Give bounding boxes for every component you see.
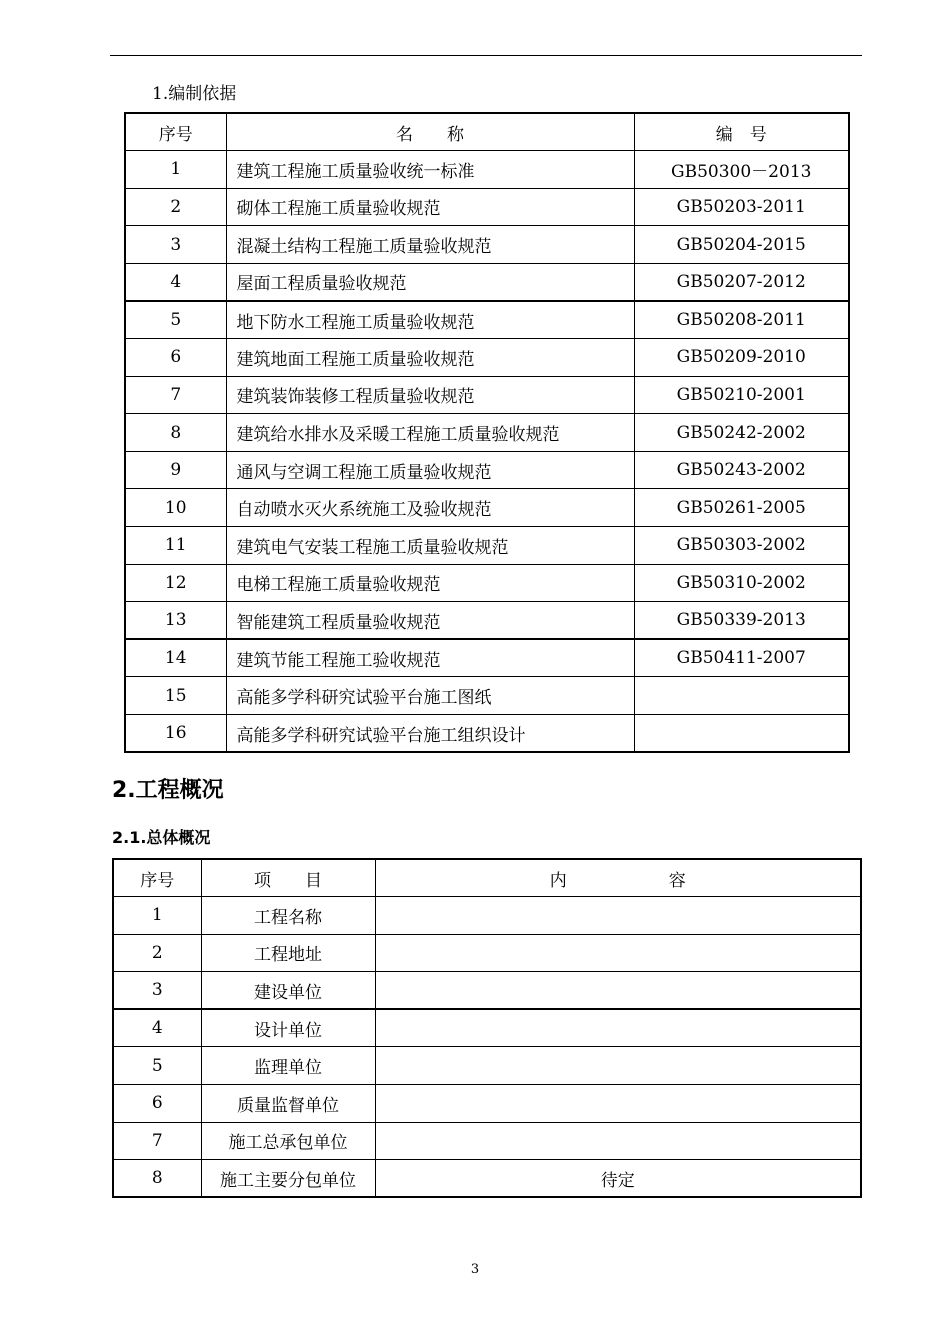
table-row — [125, 263, 849, 301]
row-no: 7 — [125, 376, 226, 414]
row-code — [634, 677, 849, 715]
row-item: 设计单位 — [201, 1009, 375, 1047]
table-row — [113, 1047, 861, 1085]
table-row — [125, 226, 849, 264]
table-row — [125, 376, 849, 414]
row-code: GB50243-2002 — [634, 451, 849, 489]
row-name: 建筑工程施工质量验收统一标准 — [226, 151, 634, 189]
table-header-row — [125, 113, 849, 151]
row-no: 1 — [113, 897, 201, 935]
row-name: 高能多学科研究试验平台施工图纸 — [226, 677, 634, 715]
row-name: 建筑电气安装工程施工质量验收规范 — [226, 527, 634, 565]
row-item: 工程地址 — [201, 934, 375, 972]
row-name: 自动喷水灭火系统施工及验收规范 — [226, 489, 634, 527]
row-content — [375, 972, 861, 1010]
table-row — [125, 639, 849, 677]
row-no: 14 — [125, 639, 226, 677]
row-no: 5 — [125, 301, 226, 339]
row-no: 3 — [125, 226, 226, 264]
row-name: 建筑给水排水及采暖工程施工质量验收规范 — [226, 414, 634, 452]
row-no: 8 — [125, 414, 226, 452]
row-no: 10 — [125, 489, 226, 527]
row-name: 建筑装饰装修工程质量验收规范 — [226, 376, 634, 414]
row-name: 砌体工程施工质量验收规范 — [226, 188, 634, 226]
row-code: GB50300－2013 — [634, 151, 849, 189]
row-no: 8 — [113, 1160, 201, 1198]
row-no: 2 — [125, 188, 226, 226]
row-code: GB50411-2007 — [634, 639, 849, 677]
row-no: 4 — [125, 263, 226, 301]
row-item: 建设单位 — [201, 972, 375, 1010]
row-item: 监理单位 — [201, 1047, 375, 1085]
table-row — [125, 602, 849, 640]
table-row — [125, 677, 849, 715]
row-code: GB50208-2011 — [634, 301, 849, 339]
overview-table — [112, 858, 862, 1198]
table-row — [125, 188, 849, 226]
table-row — [125, 451, 849, 489]
row-code: GB50207-2012 — [634, 263, 849, 301]
row-content — [375, 934, 861, 972]
row-name: 建筑地面工程施工质量验收规范 — [226, 339, 634, 377]
header-rule — [110, 55, 862, 56]
row-content — [375, 897, 861, 935]
page-number: 3 — [470, 1262, 480, 1277]
row-name: 屋面工程质量验收规范 — [226, 263, 634, 301]
row-code: GB50242-2002 — [634, 414, 849, 452]
header-code: 编 号 — [634, 113, 849, 151]
row-no: 7 — [113, 1122, 201, 1160]
row-no: 5 — [113, 1047, 201, 1085]
row-code: GB50204-2015 — [634, 226, 849, 264]
row-name: 通风与空调工程施工质量验收规范 — [226, 451, 634, 489]
section-2-1-title: 2.1.总体概况 — [112, 828, 211, 847]
table-row — [125, 339, 849, 377]
table-row — [125, 564, 849, 602]
header-no: 序号 — [113, 859, 201, 897]
header-item: 项 目 — [201, 859, 375, 897]
row-code: GB50203-2011 — [634, 188, 849, 226]
header-content: 内 容 — [375, 859, 861, 897]
row-no: 4 — [113, 1009, 201, 1047]
row-content — [375, 1009, 861, 1047]
row-no: 9 — [125, 451, 226, 489]
row-no: 12 — [125, 564, 226, 602]
row-no: 15 — [125, 677, 226, 715]
row-name: 电梯工程施工质量验收规范 — [226, 564, 634, 602]
table-row — [113, 1085, 861, 1123]
section-1-title: 1.编制依据 — [152, 84, 237, 104]
table-row — [113, 934, 861, 972]
row-no: 1 — [125, 151, 226, 189]
row-content: 待定 — [375, 1160, 861, 1198]
table-row — [113, 897, 861, 935]
table-row — [125, 301, 849, 339]
row-name: 建筑节能工程施工验收规范 — [226, 639, 634, 677]
row-content — [375, 1085, 861, 1123]
row-code: GB50209-2010 — [634, 339, 849, 377]
row-item: 施工主要分包单位 — [201, 1160, 375, 1198]
table-row — [113, 972, 861, 1010]
row-code: GB50210-2001 — [634, 376, 849, 414]
header-name: 名 称 — [226, 113, 634, 151]
row-code: GB50310-2002 — [634, 564, 849, 602]
row-code — [634, 715, 849, 753]
row-name: 高能多学科研究试验平台施工组织设计 — [226, 715, 634, 753]
row-code: GB50303-2002 — [634, 527, 849, 565]
row-content — [375, 1047, 861, 1085]
table-row — [125, 151, 849, 189]
row-no: 6 — [125, 339, 226, 377]
table-row — [113, 1122, 861, 1160]
row-code: GB50339-2013 — [634, 602, 849, 640]
row-name: 地下防水工程施工质量验收规范 — [226, 301, 634, 339]
row-no: 2 — [113, 934, 201, 972]
row-name: 混凝土结构工程施工质量验收规范 — [226, 226, 634, 264]
table-row — [125, 715, 849, 753]
table-row — [125, 527, 849, 565]
row-code: GB50261-2005 — [634, 489, 849, 527]
header-no: 序号 — [125, 113, 226, 151]
row-content — [375, 1122, 861, 1160]
row-name: 智能建筑工程质量验收规范 — [226, 602, 634, 640]
table-row — [125, 414, 849, 452]
row-item: 施工总承包单位 — [201, 1122, 375, 1160]
row-no: 11 — [125, 527, 226, 565]
row-no: 16 — [125, 715, 226, 753]
row-item: 质量监督单位 — [201, 1085, 375, 1123]
table-header-row — [113, 859, 861, 897]
table-row — [113, 1009, 861, 1047]
table-row — [125, 489, 849, 527]
basis-table — [124, 112, 850, 753]
row-item: 工程名称 — [201, 897, 375, 935]
row-no: 3 — [113, 972, 201, 1010]
table-row — [113, 1160, 861, 1198]
row-no: 6 — [113, 1085, 201, 1123]
row-no: 13 — [125, 602, 226, 640]
section-2-title: 2.工程概况 — [112, 778, 224, 803]
